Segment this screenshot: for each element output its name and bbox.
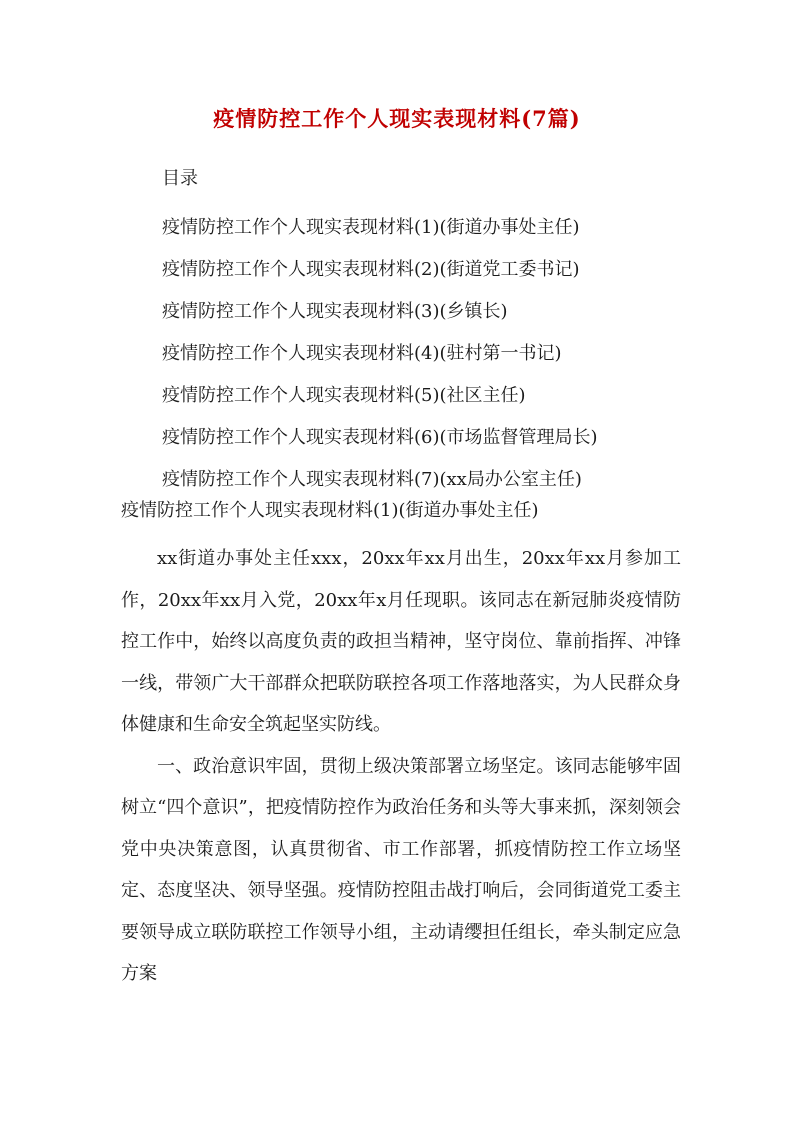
body-paragraph: 一、政治意识牢固，贯彻上级决策部署立场坚定。该同志能够牢固树立“四个意识”，把疫情防控作为政治任务和头等大事来抓，深刻领会党中央决策意图，认真贯彻省、市工作部署，抓疫情防控工作立场坚定、态度坚决、领导坚强。疫情防控阻击战打响后，会同街道党工委主要领导成立联防联控工作领导小组，主动请缨担任组长，牵头制定应急方案 (121, 755, 681, 984)
toc-item[interactable]: 疫情防控工作个人现实表现材料(1)(街道办事处主任) (162, 217, 580, 238)
body-paragraph: xx街道办事处主任xxx，20xx年xx月出生，20xx年xx月参加工作，20xx年xx月入党，20xx年x月任现职。该同志在新冠肺炎疫情防控工作中，始终以高度负责的政担当精神，坚守岗位、靠前指挥、冲锋一线，带领广大干部群众把联防联控各项工作落地落实，为人民群众身体健康和生命安全筑起坚实防线。 (121, 548, 681, 735)
toc-item[interactable]: 疫情防控工作个人现实表现材料(4)(驻村第一书记) (162, 343, 562, 364)
toc-item[interactable]: 疫情防控工作个人现实表现材料(7)(xx局办公室主任) (162, 469, 582, 490)
document-title: 疫情防控工作个人现实表现材料(7篇) (213, 106, 581, 131)
table-of-contents (162, 207, 598, 501)
document-body (121, 538, 681, 995)
toc-item[interactable]: 疫情防控工作个人现实表现材料(3)(乡镇长) (162, 301, 508, 322)
toc-item[interactable]: 疫情防控工作个人现实表现材料(6)(市场监督管理局长) (162, 427, 598, 448)
toc-heading: 目录 (162, 168, 198, 189)
toc-item[interactable]: 疫情防控工作个人现实表现材料(5)(社区主任) (162, 385, 526, 406)
section-heading: 疫情防控工作个人现实表现材料(1)(街道办事处主任) (121, 500, 539, 521)
toc-item[interactable]: 疫情防控工作个人现实表现材料(2)(街道党工委书记) (162, 259, 580, 280)
